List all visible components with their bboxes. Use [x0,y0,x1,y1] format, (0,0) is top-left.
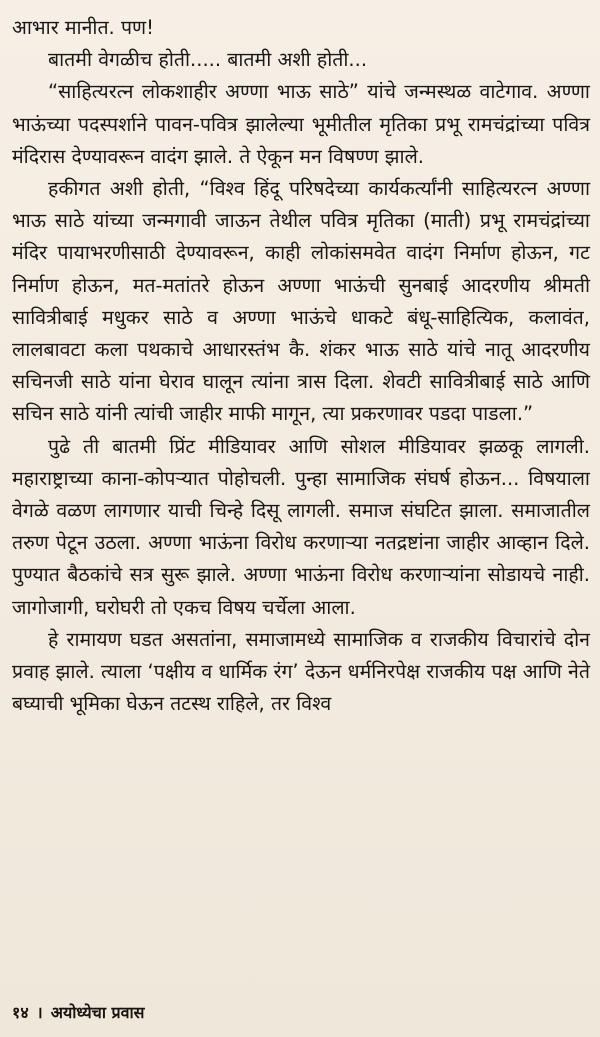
page-number: १४ [12,1003,29,1022]
footer-separator: । [36,1003,43,1022]
page-footer [12,1001,145,1023]
paragraph-1: आभार मानीत. पण! [12,16,154,39]
paragraph-4: हकीगत अशी होती, “विश्व हिंदू परिषदेच्या कार्यकर्त्यांनी साहित्यरत्न अण्णा भाऊ साठे यांच्या जन्मगावी जाऊन तेथील पवित्र मृतिका (माती) प्रभू रामचंद्रांच्या मंदिर पायाभरणीसाठी देण्यावरून, काही लोकांसमवेत वादंग निर्माण होऊन, गट निर्माण होऊन, मत-मतांतरे होऊन अण्णा भाऊंची सुनबाई आदरणीय श्रीमती सावित्रीबाई मधुकर साठे व अण्णा भाऊंचे धाकटे बंधू-साहित्यिक, कलावंत, लालबावटा कला पथकाचे आधारस्तंभ कै. शंकर भाऊ साठे यांचे नातू आदरणीय सचिनजी साठे यांना घेराव घालून त्यांना त्रास दिला. शेवटी सावित्रीबाई साठे आणि सचिन साठे यांनी त्यांची जाहीर माफी मागून, त्या प्रकरणावर पडदा पाडला.” [12,177,590,426]
page-body-text [12,12,590,720]
book-title: अयोध्येचा प्रवास [50,1003,145,1022]
paragraph-3: “साहित्यरत्न लोकशाहीर अण्णा भाऊ साठे” यांचे जन्मस्थळ वाटेगाव. अण्णा भाऊंच्या पदस्पर्शाने पावन-पवित्र झालेल्या भूमीतील मृतिका प्रभू रामचंद्रांच्या पवित्र मंदिरास देण्यावरून वादंग झाले. ते ऐकून मन विषण्ण झाले. [12,80,590,168]
paragraph-5: पुढे ती बातमी प्रिंट मीडियावर आणि सोशल मीडियावर झळकू लागली. महाराष्ट्राच्या काना-कोपऱ्यात पोहोचली. पुन्हा सामाजिक संघर्ष होऊन... विषयाला वेगळे वळण लागणार याची चिन्हे दिसू लागली. समाज संघटित झाला. समाजातील तरुण पेटून उठला. अण्णा भाऊंना विरोध करणाऱ्या नतद्रष्टांना जाहीर आव्हान दिले. पुण्यात बैठकांचे सत्र सुरू झाले. अण्णा भाऊंना विरोध करणाऱ्यांना सोडायचे नाही. जागोजागी, घरोघरी तो एकच विषय चर्चेला आला. [12,434,590,619]
paragraph-2: बातमी वेगळीच होती..... बातमी अशी होती... [48,48,368,72]
paragraph-6: हे रामायण घडत असतांना, समाजामध्ये सामाजिक व राजकीय विचारांचे दोन प्रवाह झाले. त्याला ‘पक्षीय व धार्मिक रंग’ देऊन धर्मनिरपेक्ष राजकीय पक्ष आणि नेते बघ्याची भूमिका घेऊन तटस्थ राहिले, तर विश्व [12,627,590,716]
